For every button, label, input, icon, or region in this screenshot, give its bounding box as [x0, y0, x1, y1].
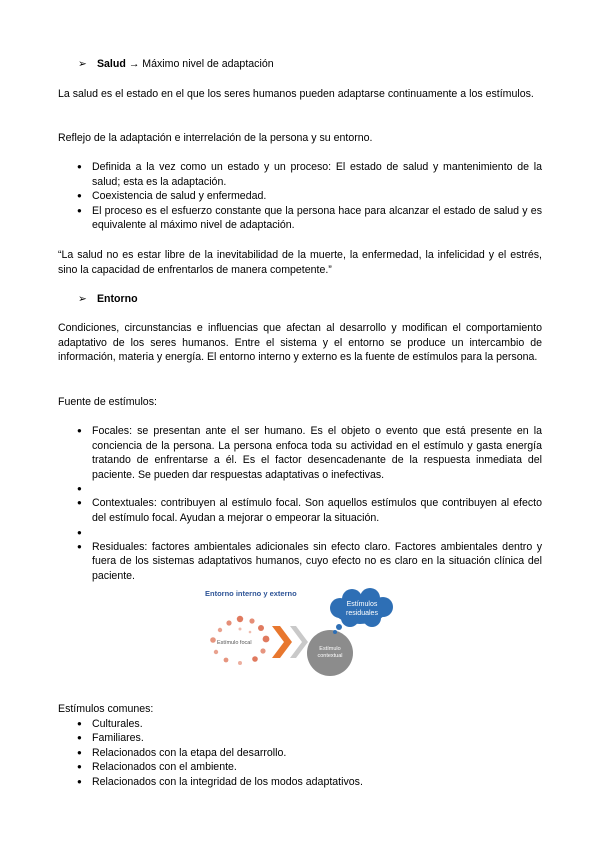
focal-dot: [260, 648, 265, 653]
salud-reflection: Reflejo de la adaptación e interrelación de la persona y su entorno.: [58, 132, 373, 144]
common-stimuli: [58, 702, 542, 790]
sources-title: Fuente de estímulos:: [58, 396, 157, 408]
contextual-label-1: Estímulo: [319, 646, 341, 652]
focal-dot: [226, 620, 231, 625]
entorno-definition: Condiciones, circunstancias e influencias que afectan al desarrollo y modifican el comportamiento adaptativo de los seres humanos. Entre el sistema y el entorno se produce un intercambio de información, materia y energía. El entorno interno y externo es la fuente de estímulos para la persona.: [58, 322, 542, 364]
stimuli-diagram: [200, 586, 400, 696]
focal-dot: [238, 661, 242, 665]
focal-dot: [258, 625, 264, 631]
focal-dot: [210, 637, 216, 643]
focal-dot: [214, 650, 218, 654]
focal-dot: [263, 636, 270, 643]
focal-dot: [218, 628, 222, 632]
list-item: ● Culturales.: [58, 717, 542, 732]
focal-dot: [239, 628, 242, 631]
list-spacer: [58, 482, 542, 496]
list-item: ● Relacionados con la integridad de los modos adaptativos.: [58, 775, 542, 790]
salud-quote: “La salud no es estar libre de la inevitabilidad de la muerte, la enfermedad, la infelicidad y el estrés, sino la capacidad de enfrentarlos de manera competente.”: [58, 249, 542, 276]
arrow-bullet-icon: ➢: [78, 293, 87, 305]
salud-definition: La salud es el estado en el que los seres humanos pueden adaptarse continuamente a los estímulos.: [58, 88, 534, 100]
chevron-arrow-icon: [272, 626, 292, 658]
salud-heading-rest: → Máximo nivel de adaptación: [125, 58, 274, 70]
list-item: ● Relacionados con el ambiente.: [58, 760, 542, 775]
residual-label-2: residuales: [346, 610, 378, 617]
common-list: [58, 717, 542, 790]
contextual-label-2: contextual: [317, 653, 343, 659]
cloud-tail: [336, 624, 342, 630]
list-item: ● El proceso es el esfuerzo constante que la persona hace para alcanzar el estado de salud y es equivalente al máximo nivel de adaptación.: [58, 204, 542, 233]
focal-dot: [252, 656, 258, 662]
salud-bullet-list: [58, 160, 542, 233]
list-item: ● Familiares.: [58, 731, 542, 746]
list-item: ● Residuales: factores ambientales adicionales sin efecto claro. Factores ambientales dentro y fuera de los sistemas adaptativos humanos, cuyo efecto no es claro en la situación clínica del paciente.: [58, 540, 542, 584]
arrow-bullet-icon: ➢: [78, 58, 87, 70]
focal-dot: [249, 618, 254, 623]
residual-label-1: Estímulos: [346, 601, 378, 608]
entorno-heading-label: Entorno: [96, 293, 138, 305]
focal-label: Estímulo focal: [217, 640, 252, 646]
focal-dot: [249, 631, 252, 634]
salud-heading: [78, 57, 274, 72]
focal-dot: [237, 616, 243, 622]
chevron-arrow-grey-icon: [290, 626, 308, 658]
list-item: ● Definida a la vez como un estado y un proceso: El estado de salud y mantenimiento de la salud; esta es la adaptación.: [58, 160, 542, 189]
list-spacer: [58, 526, 542, 540]
diagram-title: Entorno interno y externo: [205, 589, 297, 598]
common-title: Estímulos comunes:: [58, 703, 154, 715]
cloud-tail: [333, 630, 337, 634]
salud-heading-label: Salud: [96, 58, 126, 70]
list-item: ● Relacionados con la etapa del desarrollo.: [58, 746, 542, 761]
entorno-heading: [78, 292, 138, 307]
list-item: ● Contextuales: contribuyen al estímulo focal. Son aquellos estímulos que contribuyen al efecto del estímulo focal. Ayudan a mejorar o empeorar la situación.: [58, 496, 542, 525]
focal-dot: [224, 658, 229, 663]
sources-list: [58, 424, 542, 583]
list-item: ● Focales: se presentan ante el ser humano. Es el objeto o evento que está presente en la conciencia de la persona. La persona enfoca toda su actividad en el estímulo y gasta energía tratando de enfrentarse a él. Es el factor desencadenante de la respuesta inmediata del paciente. Se pueden dar respuestas adaptativas o inefectivas.: [58, 424, 542, 482]
list-item: ● Coexistencia de salud y enfermedad.: [58, 189, 542, 204]
